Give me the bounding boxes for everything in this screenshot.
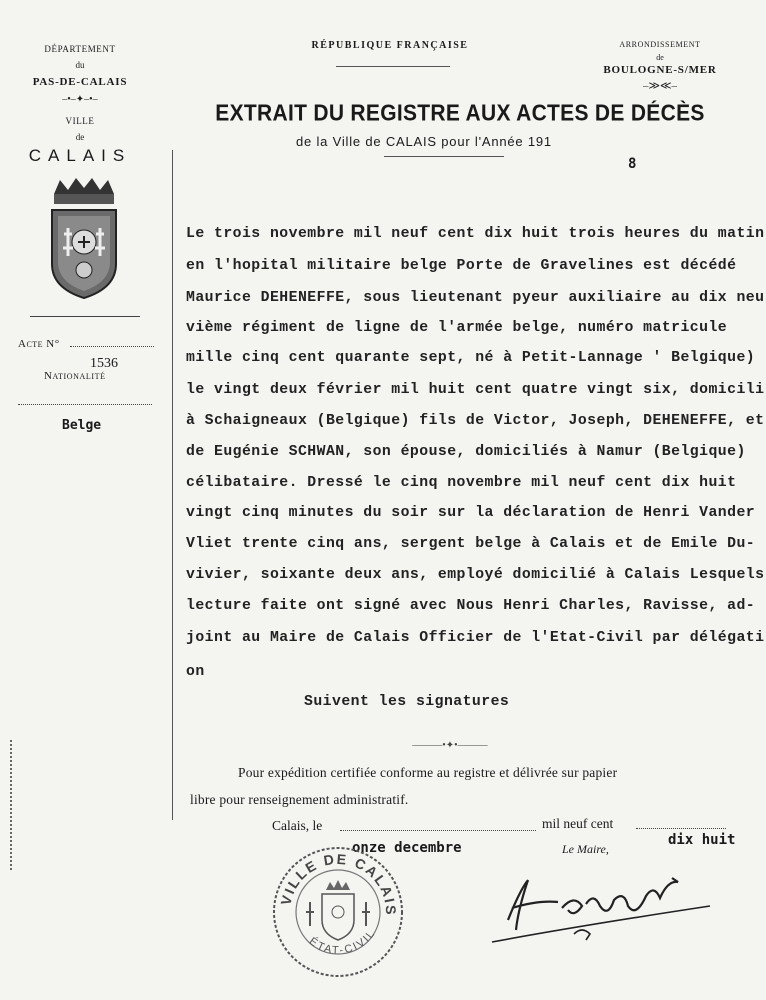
acte-label: Acte N° [18, 338, 60, 350]
stamp-ring-text: VILLE DE CALAIS [277, 850, 400, 917]
body-line-5: mille cinq cent quarante sept, né à Petit-Lannage ' Belgique) [186, 350, 756, 366]
acte-number: 1536 [90, 356, 118, 371]
department-label: DÉPARTEMENT [44, 44, 116, 54]
divider-line [30, 316, 140, 317]
calais-le-label: Calais, le [272, 818, 323, 833]
ville-de: de [75, 132, 85, 142]
body-line-2: en l'hopital militaire belge Porte de Gravelines est décédé [186, 258, 737, 274]
department-name: PAS-DE-CALAIS [32, 76, 128, 88]
body-line-12: vivier, soixante deux ans, employé domicilié à Calais Lesquels [186, 567, 765, 583]
republic-label: RÉPUBLIQUE FRANÇAISE [311, 40, 469, 51]
acte-dotted-line [70, 346, 154, 347]
city-seal-stamp-icon [268, 842, 408, 982]
mayor-signature-icon [478, 860, 718, 960]
body-line-1: Le trois novembre mil neuf cent dix huit trois heures du matin [186, 226, 765, 242]
body-line-7: à Schaigneaux (Belgique) fils de Victor, Joseph, DEHENEFFE, et [186, 413, 765, 429]
signatures-line: Suivent les signatures [304, 694, 510, 710]
body-line-11: Vliet trente cinq ans, sergent belge à Calais et de Emile Du- [186, 536, 756, 552]
arrondissement-name: BOULOGNE-S/MER [603, 64, 717, 76]
department-du: du [75, 60, 85, 70]
year-suffix: 8 [628, 156, 637, 172]
arr-ornament: –≫≪– [642, 80, 678, 92]
nationalite-label: Nationalité [44, 370, 106, 382]
subtitle-rule [384, 156, 504, 157]
body-line-13: lecture faite ont signé avec Nous Henri Charles, Ravisse, ad- [186, 598, 756, 614]
body-line-6: le vingt deux février mil huit cent quatre vingt six, domicili [186, 382, 765, 398]
svg-text:ÉTAT-CIVIL [307, 927, 379, 957]
ville-label: VILLE [65, 116, 95, 126]
date-dotted-line [340, 830, 536, 831]
body-line-3: Maurice DEHENEFFE, sous lieutenant pyeur auxiliaire au dix neu [186, 290, 765, 306]
ornament-rule: ———•✦•——— [412, 740, 488, 751]
day-month-value: onze decembre [352, 840, 462, 856]
arrondissement-de: de [656, 53, 664, 62]
nationalite-value: Belge [62, 418, 102, 433]
le-maire-label: Le Maire, [562, 842, 609, 856]
republic-underline [336, 66, 450, 67]
printer-mark [10, 740, 18, 870]
mil-neuf-cent-label: mil neuf cent [542, 816, 614, 831]
coat-of-arms-icon [44, 176, 124, 306]
stamp-bottom-text: ÉTAT-CIVIL [306, 927, 379, 957]
document-subtitle: de la Ville de CALAIS pour l'Année 191 [296, 134, 552, 149]
document-title: EXTRAIT DU REGISTRE AUX ACTES DE DÉCÈS [215, 100, 705, 127]
sidebar-dotted-line [18, 404, 152, 405]
ornament-divider: –•–✦–•– [62, 94, 98, 105]
year-handwritten-value: dix huit [668, 832, 736, 848]
body-line-9: célibataire. Dressé le cinq novembre mil neuf cent dix huit [186, 475, 737, 491]
body-line-14: joint au Maire de Calais Officier de l'Etat-Civil par délégati [186, 630, 765, 646]
year-dotted-line [636, 828, 726, 829]
body-line-4: vième régiment de ligne de l'armée belge, numéro matricule [186, 320, 728, 336]
body-line-15: on [186, 664, 205, 680]
city-name: CALAIS [28, 146, 132, 165]
certification-line-1: Pour expédition certifiée conforme au registre et délivrée sur papier [238, 765, 618, 780]
margin-rule [172, 150, 173, 820]
body-line-10: vingt cinq minutes du soir sur la déclaration de Henri Vander [186, 505, 756, 521]
body-line-8: de Eugénie SCHWAN, son épouse, domiciliés à Namur (Belgique) [186, 444, 746, 460]
certification-line-2: libre pour renseignement administratif. [190, 792, 409, 807]
arrondissement-label: ARRONDISSEMENT [619, 40, 701, 49]
